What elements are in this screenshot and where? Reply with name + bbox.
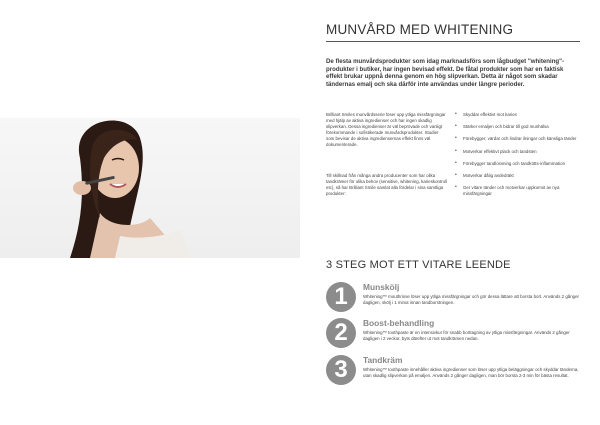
body-paragraph-2: Till skillnad från många andra producenter som har olika tandkrämer för olika behov (sensitive, whitening, karieskontroll etc), så har Brilliant Smile samlat alla fördelar i sina samtliga produkter: bbox=[326, 173, 448, 196]
step-title: Boost-behandling bbox=[363, 318, 435, 328]
list-item: • Ger vitare tänder och motverkar uppkomst av nya missfärgningar bbox=[455, 184, 560, 196]
list-item: • Skyddar effektivt mot karies bbox=[455, 111, 517, 117]
lead-paragraph: De flesta munvårdsprodukter som idag marknadsförs som lågbudget "whitening"-produkter i butiker, har ingen bevisad effekt. De fåtal produkter som har en faktisk effekt brukar uppnå denna genom en hög slipverkan. Detta är något som skadar tändernas emalj och ska därför inte användas under längre perioder. bbox=[326, 58, 565, 88]
list-item: • Förebygger tandlossning och tandkötts-inflammation bbox=[455, 159, 566, 166]
step-title: Munskölj bbox=[363, 282, 400, 292]
body-paragraph-1: Brilliant Smiles munvårdsserie löser upp ytliga missfärgningar med hjälp av aktiva ingredienser och har ingen skadlig slipverkan. Dessa ingredienser är väl beprövade och vanligt förekommande i sofistikerade munvårdsprodukter. Studier som bevisar de aktiva ingrediensernas effekt finns väl dokumenterade. bbox=[326, 112, 446, 147]
benefits-list bbox=[454, 112, 580, 203]
step-2 bbox=[326, 318, 580, 354]
steps-heading: 3 STEG MOT ETT VITARE LEENDE bbox=[326, 259, 511, 271]
right-column bbox=[326, 0, 580, 425]
step-1 bbox=[326, 282, 580, 318]
step-description: Whitening™ toothpaste innehåller aktiva ingredienser som löser upp ytliga beläggningar och skyddar tänderna, utan skadlig slipverkan på emaljen. Används 2 gånger dagligen, man bör borsta 2-3 min för bästa resultat. bbox=[363, 367, 579, 378]
list-item: • Motverkar dålig andedräkt bbox=[455, 171, 514, 178]
bullet-icon: • bbox=[455, 147, 457, 154]
bullet-icon: • bbox=[455, 171, 457, 178]
step-3 bbox=[326, 355, 580, 391]
photo-illustration bbox=[0, 118, 300, 258]
bullet-icon: • bbox=[455, 123, 457, 130]
step-number-badge: 2 bbox=[326, 318, 356, 348]
list-item: • Motverkar effektivt plack och tandsten bbox=[455, 147, 537, 154]
list-item: • Förebygger, värdar och lindrar ilningar och känsliga tänder bbox=[455, 135, 577, 142]
step-description: Whitening™ mouthrinse löser upp ytliga missfärgningar och gör dessa lättare att borsta bort. Används 2 gånger dagligen, skölj i 1 minut innan tandborstningen. bbox=[363, 294, 579, 305]
bullet-icon: • bbox=[455, 184, 457, 191]
title-divider bbox=[326, 41, 580, 42]
bullet-icon: • bbox=[455, 111, 457, 117]
page-title: MUNVÅRD MED WHITENING bbox=[326, 22, 514, 37]
bullet-icon: • bbox=[455, 159, 457, 166]
step-number-badge: 3 bbox=[326, 355, 356, 385]
step-number-badge: 1 bbox=[326, 282, 356, 312]
list-item: • Stärker emaljen och bidrar till god munhälsa bbox=[455, 123, 549, 130]
step-title: Tandkräm bbox=[363, 355, 403, 365]
woman-brushing-teeth-photo bbox=[0, 118, 300, 258]
bullet-icon: • bbox=[455, 135, 457, 142]
step-description: Whitening™ toothpaste är en intensivkur för snabb borttagning av ytliga missfärgningar. Används 2 gånger dagligen i 2 veckor, byts därefter ut mot tandkrämen nedan. bbox=[363, 330, 570, 341]
